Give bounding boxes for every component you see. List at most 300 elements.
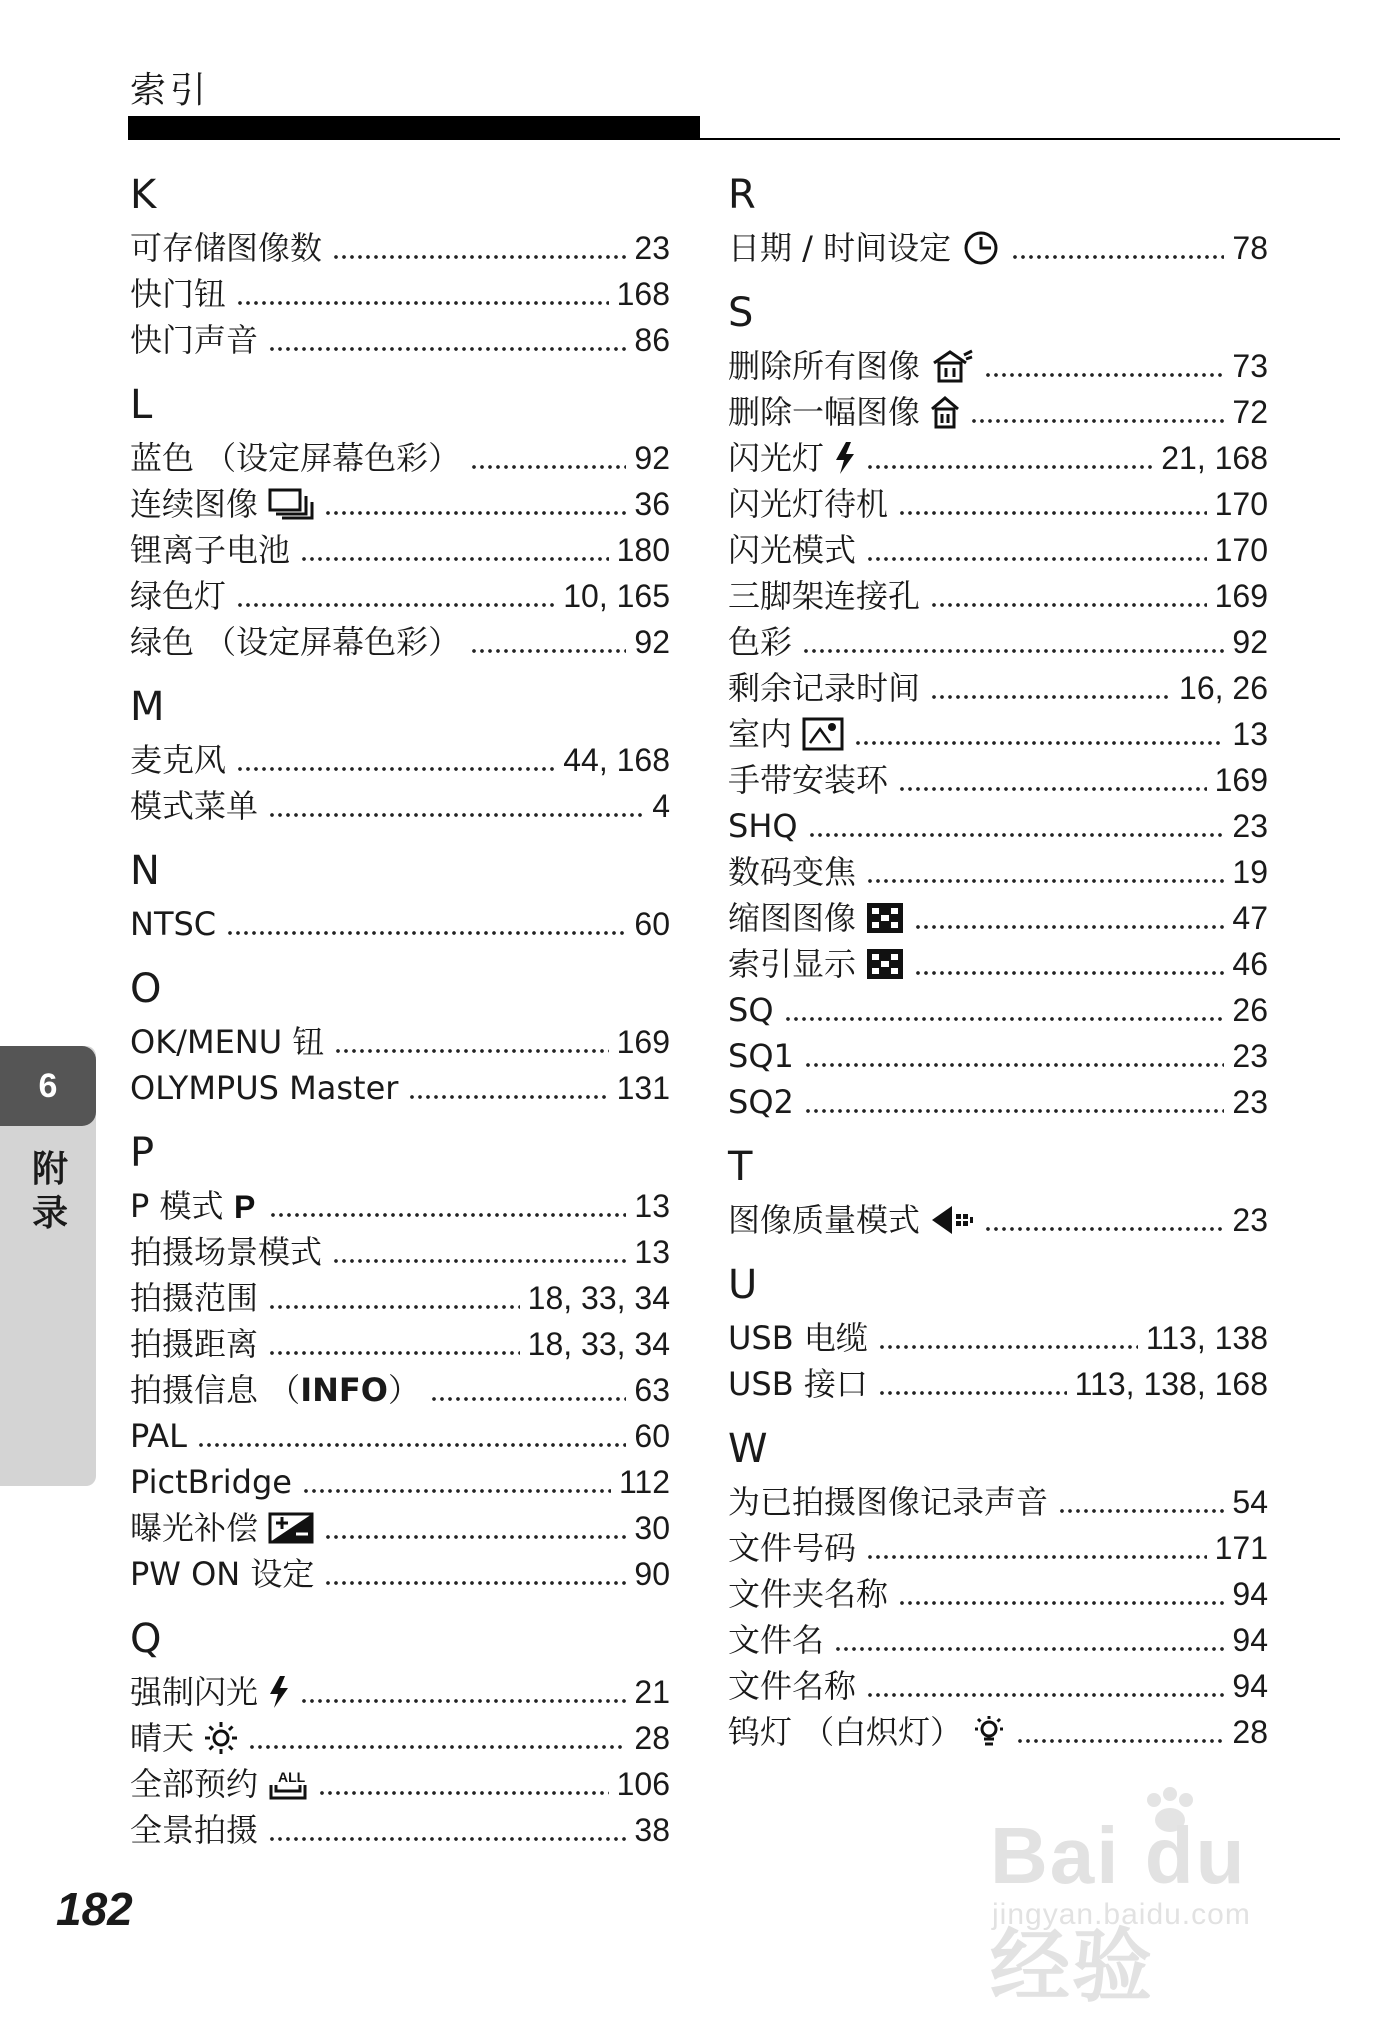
entry-page: 72 [1232, 394, 1268, 430]
entry-term-group [728, 1572, 888, 1616]
index-entry[interactable] [728, 802, 1268, 848]
dot-leader [332, 1240, 626, 1264]
index-entry[interactable] [130, 1504, 670, 1550]
entry-term: 全景拍摄 [130, 1811, 259, 1849]
index-entry[interactable] [130, 1760, 670, 1806]
entry-term: 曝光补偿 [130, 1509, 259, 1547]
dot-leader [269, 1194, 626, 1218]
entry-term: OK/MENU 钮 [130, 1023, 325, 1061]
entry-term-group [130, 902, 216, 946]
dot-leader [302, 1470, 611, 1494]
index-entry[interactable] [130, 900, 670, 946]
entry-term-group [130, 574, 226, 618]
erase-all-icon [930, 349, 974, 383]
index-entry[interactable] [728, 1478, 1268, 1524]
dot-leader [878, 1326, 1138, 1350]
entry-term-group [130, 1506, 314, 1550]
entry-page: 78 [1232, 230, 1268, 266]
entry-term: 删除所有图像 [728, 347, 921, 385]
header-rule [700, 138, 1340, 140]
dot-leader [197, 1424, 626, 1448]
entry-page: 23 [1232, 1084, 1268, 1120]
index-entry[interactable] [130, 782, 670, 828]
entry-term-group [728, 896, 904, 940]
index-entry[interactable] [728, 434, 1268, 480]
entry-term: 索引显示 [728, 945, 857, 983]
entry-page: 54 [1232, 1484, 1268, 1520]
entry-page: 44, 168 [563, 742, 670, 778]
index-entry[interactable] [130, 1668, 670, 1714]
entry-page: 169 [1214, 578, 1268, 614]
dot-leader [970, 400, 1224, 424]
p-mode-icon [233, 1190, 259, 1222]
entry-term-group [728, 528, 856, 572]
section-letter: T [728, 1144, 753, 1190]
dot-leader [804, 1090, 1225, 1114]
svg-text:P: P [234, 1190, 256, 1222]
entry-page: 13 [634, 1234, 670, 1270]
entry-term-group [130, 1762, 308, 1806]
entry-term-bold: INFO [300, 1371, 388, 1409]
index-entry[interactable] [728, 1032, 1268, 1078]
entry-term: 麦克风 [130, 741, 227, 779]
entry-term-group [130, 528, 290, 572]
index-entry[interactable] [728, 480, 1268, 526]
index-entry[interactable] [130, 1458, 670, 1504]
entry-page: 36 [634, 486, 670, 522]
image-quality-icon [930, 1204, 974, 1236]
dot-leader [866, 1536, 1207, 1560]
entry-term-group [130, 1670, 290, 1714]
dot-leader [802, 630, 1224, 654]
dot-leader [300, 538, 609, 562]
entry-term-group [728, 666, 920, 710]
entry-term-group [728, 390, 960, 434]
sunny-icon [204, 1721, 238, 1755]
entry-page: 180 [616, 532, 670, 568]
index-entry[interactable] [130, 270, 670, 316]
entry-term: 晴天 [130, 1719, 195, 1757]
index-entry[interactable] [728, 572, 1268, 618]
dot-leader [236, 584, 555, 608]
chapter-label: 附录 [31, 1149, 68, 1234]
section-letter: O [130, 966, 162, 1012]
index-entry[interactable] [728, 1616, 1268, 1662]
index-entry[interactable] [728, 1196, 1268, 1242]
entry-term-group [130, 1184, 259, 1228]
entry-page: 168 [616, 276, 670, 312]
entry-page: 170 [1214, 532, 1268, 568]
entry-term: 剩余记录时间 [728, 669, 921, 707]
dot-leader [914, 952, 1224, 976]
entry-term: 删除一幅图像 [728, 393, 921, 431]
entry-page: 113, 138, 168 [1074, 1366, 1268, 1402]
entry-term: OLYMPUS Master [130, 1069, 399, 1107]
index-entry[interactable] [130, 1320, 670, 1366]
index-entry[interactable] [728, 1524, 1268, 1570]
dot-leader [268, 794, 644, 818]
index-entry[interactable] [728, 664, 1268, 710]
entry-term: 闪光模式 [728, 531, 857, 569]
entry-term-group [130, 1276, 258, 1320]
entry-page: 90 [634, 1556, 670, 1592]
dot-leader [324, 492, 626, 516]
index-entry[interactable] [130, 316, 670, 362]
index-entry[interactable] [728, 526, 1268, 572]
entry-term-group [130, 272, 226, 316]
dot-leader [898, 492, 1207, 516]
entry-page: 63 [634, 1372, 670, 1408]
flash-icon [834, 441, 856, 475]
dot-leader [470, 630, 626, 654]
entry-term: 色彩 [728, 623, 793, 661]
entry-page: 21, 168 [1161, 440, 1268, 476]
index-entry[interactable] [728, 618, 1268, 664]
entry-term: SQ [728, 991, 774, 1029]
entry-page: 112 [618, 1464, 670, 1500]
dot-leader [470, 446, 626, 470]
index-entry[interactable] [130, 1018, 670, 1064]
entry-term-group [728, 942, 904, 986]
erase-single-icon [930, 395, 960, 429]
dot-leader [984, 354, 1224, 378]
entry-page: 23 [634, 230, 670, 266]
index-entry[interactable] [728, 940, 1268, 986]
entry-term: 缩图图像 [728, 899, 857, 937]
entry-term-group [728, 1198, 974, 1242]
index-entry[interactable] [728, 894, 1268, 940]
entry-term: 日期 / 时间设定 [728, 229, 952, 267]
entry-term-group [130, 226, 322, 270]
entry-term: 拍摄范围 [130, 1279, 259, 1317]
entry-page: 113, 138 [1145, 1320, 1268, 1356]
entry-page: 26 [1232, 992, 1268, 1028]
entry-page: 60 [634, 906, 670, 942]
entry-page: 169 [616, 1024, 670, 1060]
entry-page: 170 [1214, 486, 1268, 522]
sequential-shooting-icon [268, 488, 314, 520]
dot-leader [332, 236, 626, 260]
entry-term-group [728, 1034, 794, 1078]
entry-page: 73 [1232, 348, 1268, 384]
entry-term: USB 接口 [728, 1365, 868, 1403]
entry-term-group [728, 620, 792, 664]
entry-term: USB 电缆 [728, 1319, 868, 1357]
entry-term: P 模式 [130, 1187, 224, 1225]
dot-leader [930, 584, 1207, 608]
dot-leader [808, 814, 1225, 838]
dot-leader [866, 860, 1224, 884]
dot-leader [898, 1582, 1224, 1606]
dot-leader [430, 1378, 626, 1402]
entry-term: 拍摄信息 （ [130, 1371, 301, 1409]
dot-leader [236, 748, 555, 772]
entry-term-group [130, 1322, 258, 1366]
entry-term: 绿色 （设定屏幕色彩） [130, 623, 461, 661]
section-letter: P [130, 1130, 155, 1176]
entry-term-group [130, 1716, 238, 1760]
dot-leader [1058, 1490, 1224, 1514]
dot-leader [408, 1076, 608, 1100]
clock-icon [961, 231, 1001, 265]
entry-term: 文件号码 [728, 1529, 857, 1567]
index-entry[interactable] [728, 224, 1268, 270]
entry-term-group [728, 850, 856, 894]
entry-page: 169 [1214, 762, 1268, 798]
section-letter: M [130, 684, 165, 730]
entry-page: 94 [1232, 1576, 1268, 1612]
dot-leader [300, 1680, 626, 1704]
entry-term-group [130, 620, 460, 664]
entry-term: 锂离子电池 [130, 531, 291, 569]
entry-term: PictBridge [130, 1463, 292, 1501]
section-letter: W [728, 1426, 768, 1472]
index-entry[interactable] [130, 526, 670, 572]
entry-term-group [130, 1066, 398, 1110]
entry-term: 文件名 [728, 1621, 825, 1659]
entry-term: 拍摄距离 [130, 1325, 259, 1363]
svg-text:ALL: ALL [278, 1769, 306, 1785]
entry-term-group [728, 1526, 856, 1570]
header-bar [128, 116, 700, 140]
dot-leader [878, 1372, 1067, 1396]
dot-leader [784, 998, 1225, 1022]
dot-leader [804, 1044, 1225, 1068]
entry-term-group [130, 1552, 314, 1596]
entry-term: 数码变焦 [728, 853, 857, 891]
entry-term-group [130, 436, 460, 480]
entry-page: 23 [1232, 1202, 1268, 1238]
dot-leader [318, 1772, 609, 1796]
entry-term-group [728, 436, 856, 480]
dot-leader [236, 282, 609, 306]
entry-term-group [728, 1362, 868, 1406]
dot-leader [268, 1818, 626, 1842]
index-entry[interactable] [728, 756, 1268, 802]
entry-term: 室内 [728, 715, 793, 753]
entry-term-group [728, 226, 1001, 270]
index-entry[interactable] [728, 342, 1268, 388]
entry-term: PW ON 设定 [130, 1555, 315, 1593]
section-letter: R [728, 172, 756, 218]
dot-leader [834, 1628, 1224, 1652]
entry-term: 快门声音 [130, 321, 259, 359]
index-entry[interactable] [728, 848, 1268, 894]
entry-term: 快门钮 [130, 275, 227, 313]
indoor-icon [802, 717, 844, 751]
entry-term: 绿色灯 [130, 577, 227, 615]
index-entry[interactable] [728, 1314, 1268, 1360]
entry-term-group [728, 574, 920, 618]
entry-term-group [130, 482, 314, 526]
entry-term: 闪光灯 [728, 439, 825, 477]
entry-term-group [130, 1460, 292, 1504]
entry-page: 13 [634, 1188, 670, 1224]
entry-term-group [130, 318, 258, 362]
index-entry[interactable] [728, 1078, 1268, 1124]
exposure-compensation-icon [268, 1512, 314, 1544]
entry-term-group [728, 1618, 824, 1662]
entry-term-group [728, 758, 888, 802]
entry-term-suffix: ） [387, 1371, 420, 1409]
page-title: 索引 [130, 70, 211, 111]
dot-leader [866, 1674, 1224, 1698]
dot-leader [324, 1562, 626, 1586]
entry-term: SQ2 [728, 1083, 794, 1121]
index-entry[interactable] [130, 434, 670, 480]
thumbnail-icon [866, 948, 904, 980]
entry-term: 文件名称 [728, 1667, 857, 1705]
entry-page: 10, 165 [563, 578, 670, 614]
chapter-number: 6 [0, 1046, 96, 1126]
entry-term-group [130, 1020, 324, 1064]
index-entry[interactable] [130, 1182, 670, 1228]
index-entry[interactable] [130, 1366, 670, 1412]
dot-leader [268, 1332, 520, 1356]
entry-term-group [728, 804, 798, 848]
index-entry[interactable] [130, 1550, 670, 1596]
entry-page: 94 [1232, 1622, 1268, 1658]
dot-leader [1016, 1720, 1224, 1744]
entry-term-group [728, 1080, 794, 1124]
index-entry[interactable] [130, 736, 670, 782]
entry-term: 蓝色 （设定屏幕色彩） [130, 439, 461, 477]
entry-page: 86 [634, 322, 670, 358]
watermark-brand: Bai du 经验 [990, 1811, 1247, 2011]
entry-term-group [728, 1316, 868, 1360]
index-entry[interactable] [130, 480, 670, 526]
entry-term-group [130, 1368, 420, 1412]
index-entry[interactable] [728, 1570, 1268, 1616]
entry-term: 图像质量模式 [728, 1201, 921, 1239]
section-letter: Q [130, 1616, 162, 1662]
entry-term: 连续图像 [130, 485, 259, 523]
section-letter: S [728, 290, 754, 336]
entry-term: 钨灯 （白炽灯） [728, 1713, 963, 1751]
entry-term: 三脚架连接孔 [728, 577, 921, 615]
entry-term: 文件夹名称 [728, 1575, 889, 1613]
entry-page: 38 [634, 1812, 670, 1848]
entry-term-group [728, 344, 974, 388]
index-entry[interactable] [728, 1662, 1268, 1708]
entry-page: 60 [634, 1418, 670, 1454]
entry-page: 19 [1232, 854, 1268, 890]
index-entry[interactable] [728, 710, 1268, 756]
index-column-left [130, 166, 670, 1852]
entry-term-group [728, 1710, 1006, 1754]
dot-leader [334, 1030, 608, 1054]
entry-page: 4 [652, 788, 670, 824]
entry-page: 23 [1232, 808, 1268, 844]
index-entry[interactable] [130, 224, 670, 270]
entry-page: 47 [1232, 900, 1268, 936]
entry-page: 18, 33, 34 [527, 1326, 670, 1362]
dot-leader [1011, 236, 1224, 260]
entry-term: PAL [130, 1417, 187, 1455]
index-entry[interactable] [130, 1228, 670, 1274]
index-entry[interactable] [130, 618, 670, 664]
index-entry[interactable] [728, 986, 1268, 1032]
dot-leader [324, 1516, 626, 1540]
entry-term: 可存储图像数 [130, 229, 323, 267]
tungsten-icon [972, 1715, 1006, 1749]
entry-term-group [728, 712, 844, 756]
entry-page: 28 [1232, 1714, 1268, 1750]
print-all-icon [268, 1767, 308, 1801]
page-number: 182 [56, 1883, 133, 1935]
index-column-right [728, 166, 1268, 1754]
entry-term: 拍摄场景模式 [130, 1233, 323, 1271]
dot-leader [248, 1726, 626, 1750]
entry-page: 30 [634, 1510, 670, 1546]
entry-term: 手带安装环 [728, 761, 889, 799]
entry-page: 28 [634, 1720, 670, 1756]
entry-term: 为已拍摄图像记录声音 [728, 1483, 1049, 1521]
entry-term-group [728, 482, 888, 526]
entry-page: 46 [1232, 946, 1268, 982]
index-entry[interactable] [728, 1360, 1268, 1406]
entry-term-group [728, 988, 774, 1032]
dot-leader [226, 912, 626, 936]
index-entry[interactable] [130, 572, 670, 618]
entry-page: 131 [616, 1070, 670, 1106]
entry-page: 16, 26 [1179, 670, 1268, 706]
dot-leader [854, 722, 1224, 746]
entry-page: 92 [1232, 624, 1268, 660]
dot-leader [914, 906, 1224, 930]
index-entry[interactable] [130, 1806, 670, 1852]
entry-term: NTSC [130, 905, 217, 943]
entry-term-group [130, 1808, 258, 1852]
entry-term: SQ1 [728, 1037, 794, 1075]
dot-leader [268, 1286, 520, 1310]
entry-page: 21 [634, 1674, 670, 1710]
dot-leader [268, 328, 626, 352]
index-entry[interactable] [130, 1714, 670, 1760]
entry-page: 92 [634, 440, 670, 476]
entry-page: 106 [616, 1766, 670, 1802]
entry-term-group [130, 1414, 187, 1458]
entry-term: 闪光灯待机 [728, 485, 889, 523]
entry-term-group [728, 1480, 1048, 1524]
flash-icon [268, 1675, 290, 1709]
entry-page: 94 [1232, 1668, 1268, 1704]
entry-page: 13 [1232, 716, 1268, 752]
entry-term-group [728, 1664, 856, 1708]
entry-term: 强制闪光 [130, 1673, 259, 1711]
dot-leader [866, 538, 1207, 562]
watermark-url: jingyan.baidu.com [992, 1898, 1251, 1931]
index-entry[interactable] [130, 1412, 670, 1458]
index-entry[interactable] [728, 388, 1268, 434]
index-entry[interactable] [728, 1708, 1268, 1754]
entry-term-group [130, 738, 226, 782]
entry-term-group [130, 1230, 322, 1274]
dot-leader [898, 768, 1207, 792]
index-entry[interactable] [130, 1064, 670, 1110]
section-letter: U [728, 1262, 758, 1308]
entry-term: 全部预约 [130, 1765, 259, 1803]
entry-term: SHQ [728, 807, 798, 845]
entry-term: 模式菜单 [130, 787, 259, 825]
entry-term-group [130, 784, 258, 828]
index-entry[interactable] [130, 1274, 670, 1320]
section-letter: L [130, 382, 153, 428]
dot-leader [866, 446, 1153, 470]
dot-leader [984, 1208, 1224, 1232]
entry-page: 92 [634, 624, 670, 660]
thumbnail-icon [866, 902, 904, 934]
